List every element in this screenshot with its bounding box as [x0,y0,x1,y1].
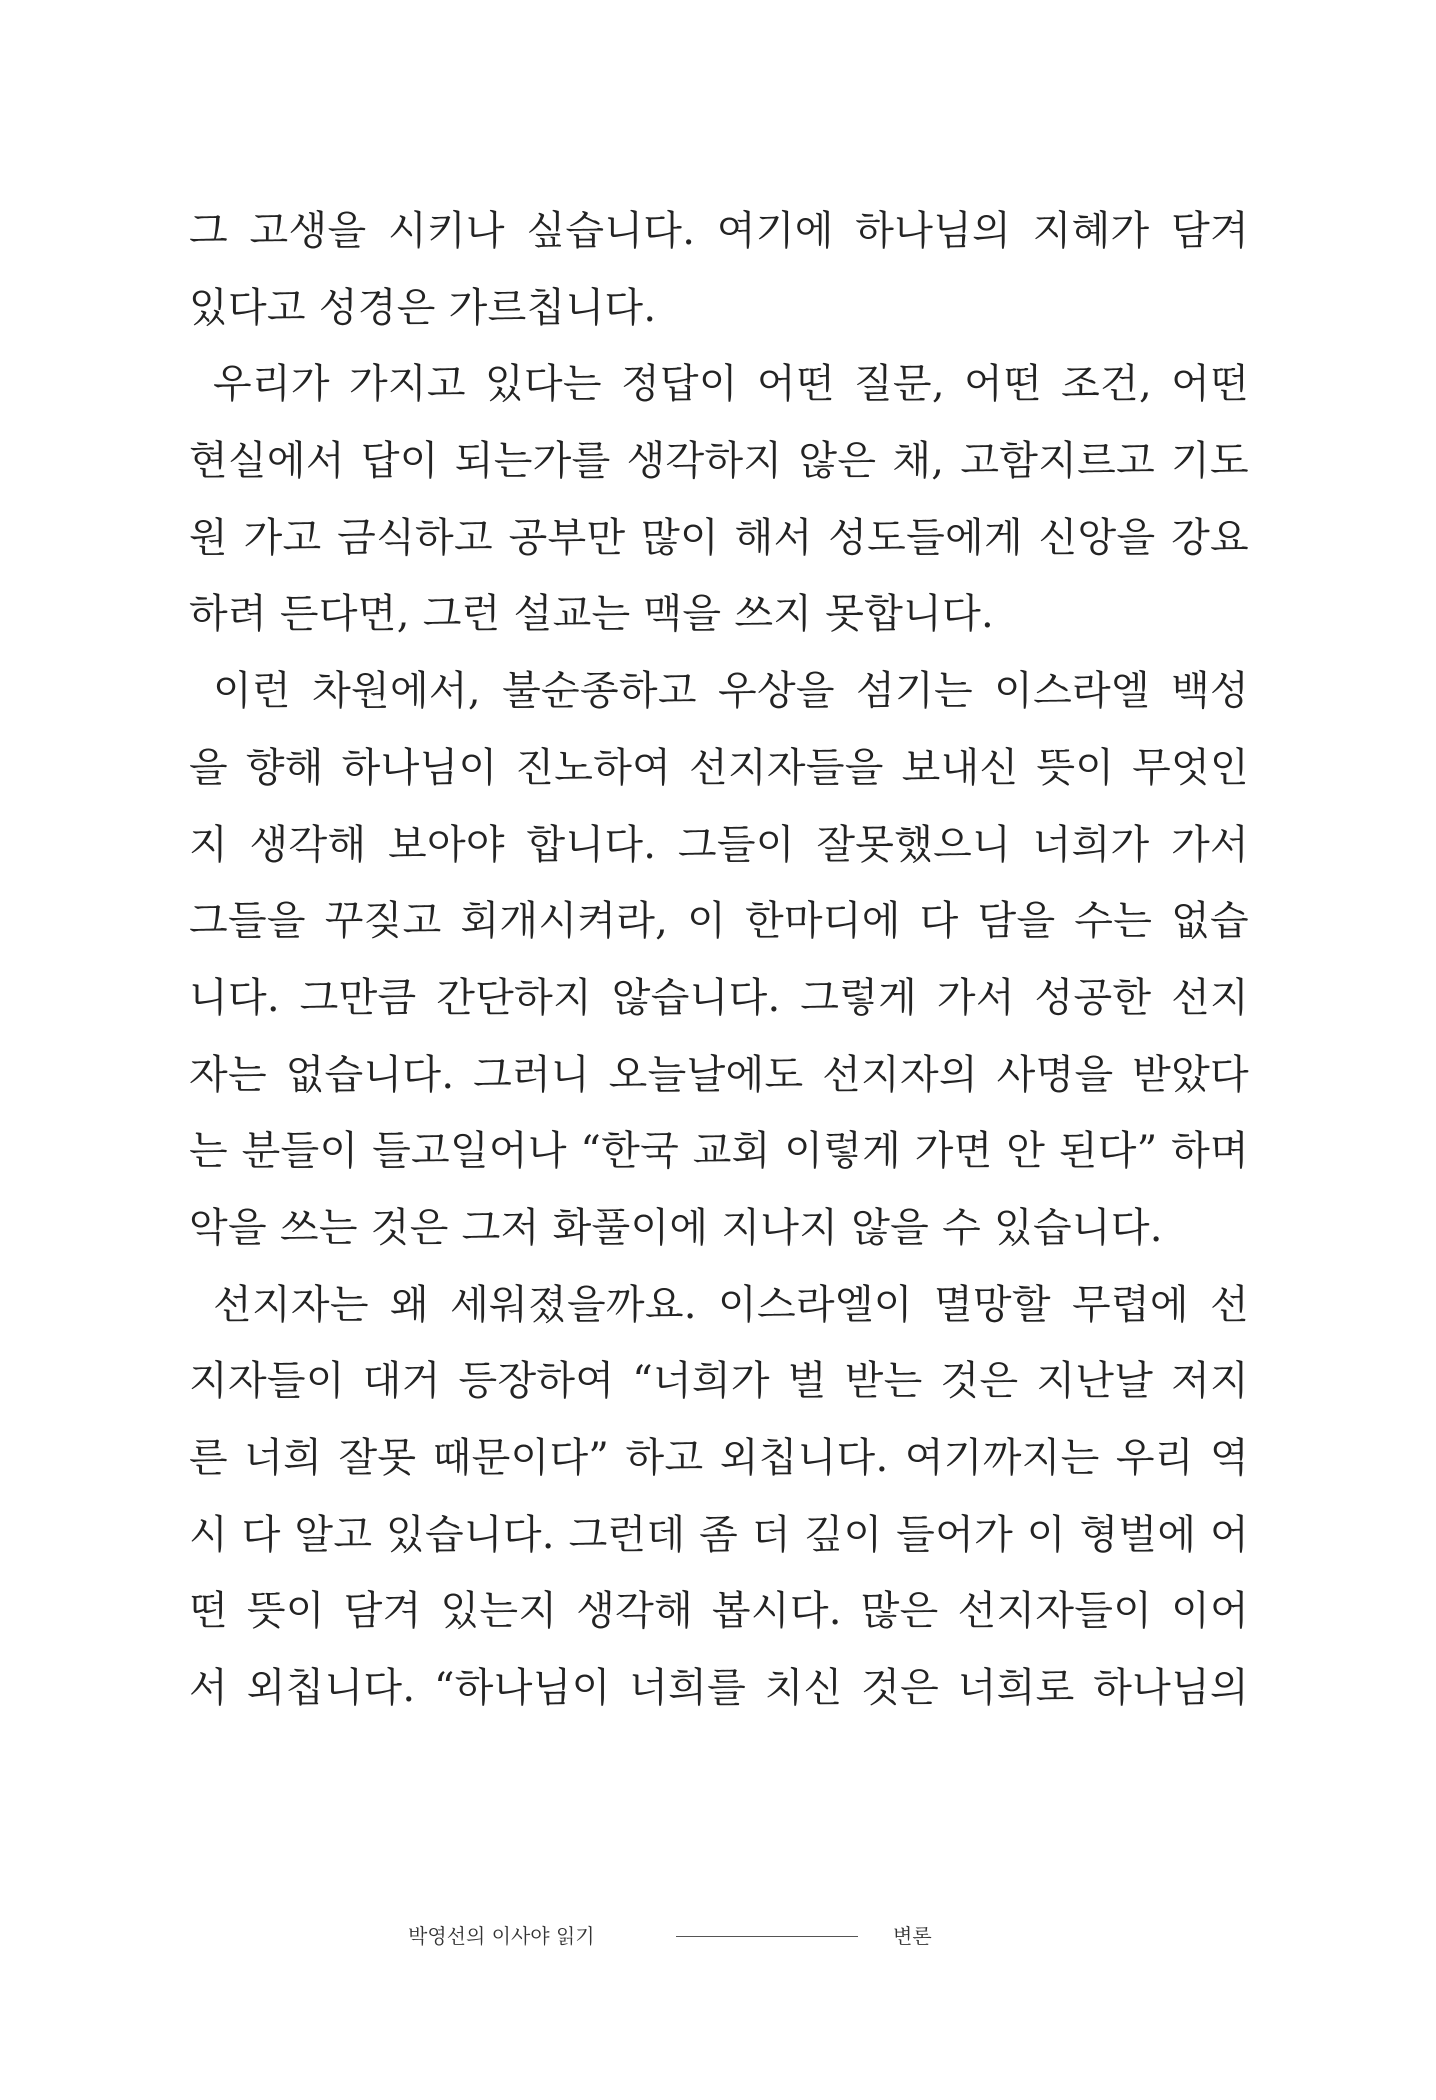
text-line: 하려 든다면, 그런 설교는 맥을 쓰지 못합니다. [189,591,995,638]
text-line: 을 향해 하나님이 진노하여 선지자들을 보내신 뜻이 무엇인 [189,744,1249,791]
text-line: 현실에서 답이 되는가를 생각하지 않은 채, 고함지르고 기도 [189,438,1249,485]
text-line: 떤 뜻이 담겨 있는지 생각해 봅시다. 많은 선지자들이 이어 [189,1588,1249,1635]
text-line: 지자들이 대거 등장하여 “너희가 벌 받는 것은 지난날 저지 [189,1358,1249,1405]
text-line: 서 외칩니다. “하나님이 너희를 치신 것은 너희로 하나님의 [189,1665,1249,1712]
text-line: 원 가고 금식하고 공부만 많이 해서 성도들에게 신앙을 강요 [189,514,1249,561]
text-line: 시 다 알고 있습니다. 그런데 좀 더 깊이 들어가 이 형벌에 어 [189,1511,1249,1558]
text-line: 지 생각해 보아야 합니다. 그들이 잘못했으니 너희가 가서 [189,821,1249,868]
text-line: 선지자는 왜 세워졌을까요. 이스라엘이 멸망할 무렵에 선 [213,1281,1249,1328]
text-line: 악을 쓰는 것은 그저 화풀이에 지나지 않을 수 있습니다. [189,1204,1163,1251]
footer-section-title: 변론 [893,1924,932,1948]
body-text [189,193,1249,1727]
text-line: 우리가 가지고 있다는 정답이 어떤 질문, 어떤 조건, 어떤 [213,361,1249,408]
text-line: 니다. 그만큼 간단하지 않습니다. 그렇게 가서 성공한 선지 [189,974,1249,1021]
text-line: 그 고생을 시키나 싶습니다. 여기에 하나님의 지혜가 담겨 [189,208,1249,254]
text-line: 자는 없습니다. 그러니 오늘날에도 선지자의 사명을 받았다 [189,1051,1249,1098]
text-line: 그들을 꾸짖고 회개시켜라, 이 한마디에 다 담을 수는 없습 [189,898,1249,945]
text-line: 이런 차원에서, 불순종하고 우상을 섬기는 이스라엘 백성 [213,668,1249,715]
text-line: 는 분들이 들고일어나 “한국 교회 이렇게 가면 안 된다” 하며 [189,1128,1249,1175]
footer-book-title: 박영선의 이사야 읽기 [408,1924,595,1948]
text-line: 른 너희 잘못 때문이다” 하고 외칩니다. 여기까지는 우리 역 [189,1435,1249,1481]
text-line: 있다고 성경은 가르칩니다. [189,284,657,331]
footer-divider [676,1936,858,1937]
page-footer [0,1916,1436,1956]
